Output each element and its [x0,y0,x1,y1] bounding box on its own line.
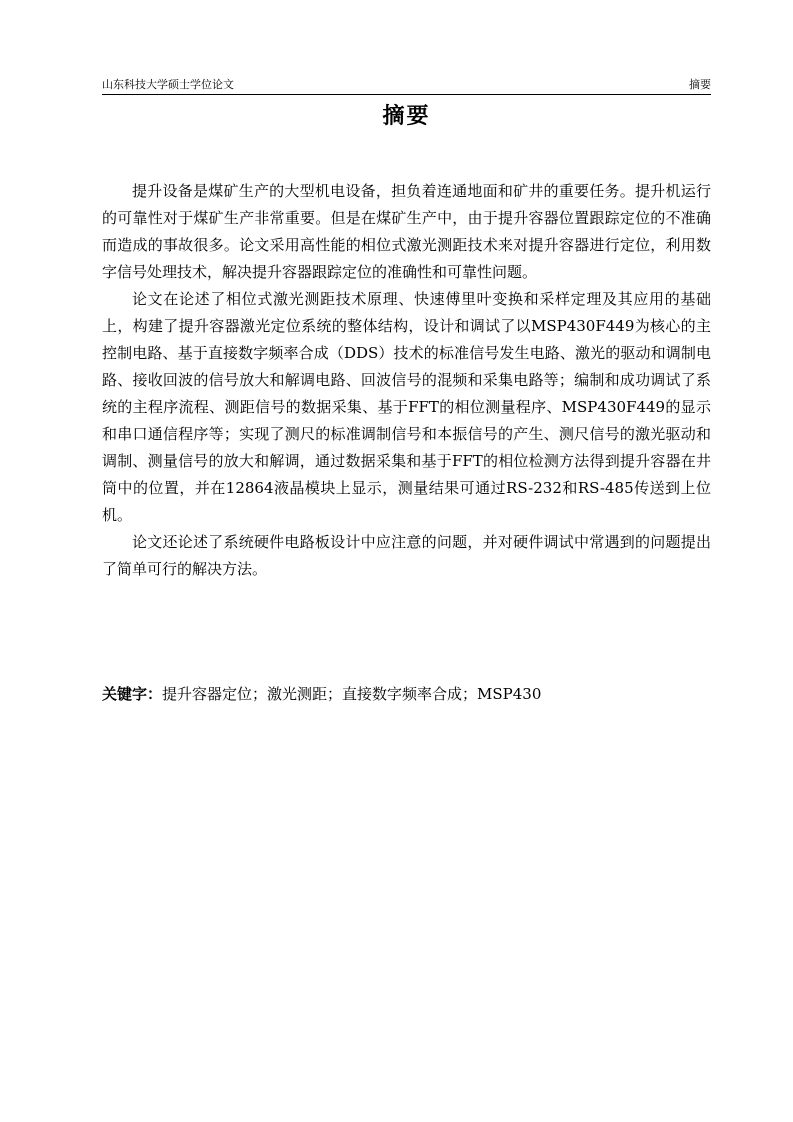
abstract-paragraph-2: 论文在论述了相位式激光测距技术原理、快速傅里叶变换和采样定理及其应用的基础上，构建了提升容器激光定位系统的整体结构，设计和调试了以MSP430F449为核心的主控制电路、基于直接数字频率合成（DDS）技术的标准信号发生电路、激光的驱动和调制电路、接收回波的信号放大和解调电路、回波信号的混频和采集电路等；编制和成功调试了系统的主程序流程、测距信号的数据采集、基于FFT的相位测量程序、MSP430F449的显示和串口通信程序等；实现了测尺的标准调制信号和本振信号的产生、测尺信号的激光驱动和调制、测量信号的放大和解调，通过数据采集和基于FFT的相位检测方法得到提升容器在井筒中的位置，并在12864液晶模块上显示，测量结果可通过RS-232和RS-485传送到上位机。 [102,290,711,524]
abstract-body [102,178,711,583]
page-header [102,76,711,95]
page-title: 摘要 [382,104,431,129]
abstract-paragraph-3: 论文还论述了系统硬件电路板设计中应注意的问题，并对硬件调试中常遇到的问题提出了简单可行的解决方法。 [102,533,711,578]
header-thesis-title: 山东科技大学硕士学位论文 [102,78,234,91]
keywords-text: 提升容器定位；激光测距；直接数字频率合成；MSP430 [162,685,542,703]
keywords-label: 关键字： [102,685,163,703]
abstract-paragraph-1: 提升设备是煤矿生产的大型机电设备，担负着连通地面和矿井的重要任务。提升机运行的可靠性对于煤矿生产非常重要。但是在煤矿生产中，由于提升容器位置跟踪定位的不准确而造成的事故很多。论文采用高性能的相位式激光测距技术来对提升容器进行定位，利用数字信号处理技术，解决提升容器跟踪定位的准确性和可靠性问题。 [102,182,711,281]
keywords-line [102,681,711,708]
header-section-name: 摘要 [689,78,711,91]
